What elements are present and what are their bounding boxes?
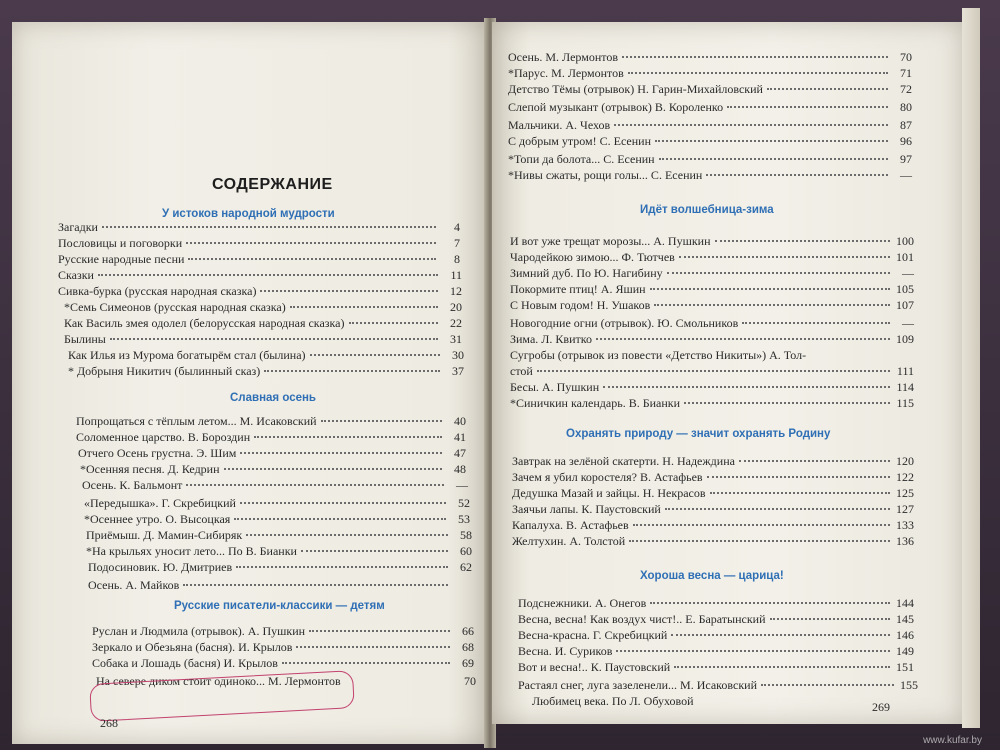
toc-entry: Как Василь змея одолел (белорусская народная сказка) 22 <box>64 316 462 330</box>
toc-entry: *Парус. М. Лермонтов 71 <box>508 66 912 80</box>
toc-entry: *Нивы сжаты, рощи голы... С. Есенин — <box>508 168 912 182</box>
toc-entry: Завтрак на зелёной скатерти. Н. Надеждина 120 <box>512 454 914 468</box>
toc-entry: С добрым утром! С. Есенин 96 <box>508 134 912 148</box>
page-number: 268 <box>100 716 118 730</box>
toc-entry: Весна. И. Суриков 149 <box>518 644 914 658</box>
toc-entry: И вот уже трещат морозы... А. Пушкин 100 <box>510 234 914 248</box>
toc-entry: Растаял снег, луга зазеленели... М. Исаковский 155 <box>518 678 918 692</box>
toc-entry: *Осеннее утро. О. Высоцкая 53 <box>84 512 470 526</box>
toc-entry: Весна-красна. Г. Скребицкий 146 <box>518 628 914 642</box>
toc-entry: Сказки 11 <box>58 268 462 282</box>
right-page <box>492 22 962 724</box>
toc-entry: Осень. К. Бальмонт — <box>82 478 468 492</box>
toc-entry: С Новым годом! Н. Ушаков 107 <box>510 298 914 312</box>
toc-entry: Детство Тёмы (отрывок) Н. Гарин-Михайловский 72 <box>508 82 912 96</box>
toc-entry: Покормите птиц! А. Яшин 105 <box>510 282 914 296</box>
watermark: www.kufar.by <box>923 735 982 746</box>
toc-entry: Былины 31 <box>64 332 462 346</box>
toc-entry: Новогодние огни (отрывок). Ю. Смольников — <box>510 316 914 330</box>
toc-entry: *На крыльях уносит лето... По В. Бианки 60 <box>86 544 472 558</box>
toc-entry: *Семь Симеонов (русская народная сказка) 20 <box>64 300 462 314</box>
toc-entry: стой 111 <box>510 364 914 378</box>
page-edges <box>962 8 980 728</box>
toc-entry: Дедушка Мазай и зайцы. Н. Некрасов 125 <box>512 486 914 500</box>
toc-entry: Попрощаться с тёплым летом... М. Исаковский 40 <box>76 414 466 428</box>
toc-entry: * Добрыня Никитич (былинный сказ) 37 <box>68 364 464 378</box>
toc-entry: Вот и весна!.. К. Паустовский 151 <box>518 660 914 674</box>
toc-entry: Собака и Лошадь (басня) И. Крылов 69 <box>92 656 474 670</box>
toc-entry: Русские народные песни 8 <box>58 252 460 266</box>
section-heading: Хороша весна — царица! <box>640 570 784 582</box>
toc-entry: Весна, весна! Как воздух чист!.. Е. Баратынский 145 <box>518 612 914 626</box>
toc-entry: Как Илья из Мурома богатырём стал (былина) 30 <box>68 348 464 362</box>
toc-entry: Бесы. А. Пушкин 114 <box>510 380 914 394</box>
toc-entry: Сугробы (отрывок из повести «Детство Никиты») А. Тол- <box>510 348 807 362</box>
toc-entry: Желтухин. А. Толстой 136 <box>512 534 914 548</box>
section-heading: Охранять природу — значит охранять Родину <box>566 428 831 440</box>
toc-entry: Зачем я убил коростеля? В. Астафьев 122 <box>512 470 914 484</box>
toc-entry: «Передышка». Г. Скребицкий 52 <box>84 496 470 510</box>
toc-entry: *Топи да болота... С. Есенин 97 <box>508 152 912 166</box>
toc-entry: Заячьи лапы. К. Паустовский 127 <box>512 502 914 516</box>
toc-entry: Чародейкою зимою... Ф. Тютчев 101 <box>510 250 914 264</box>
toc-entry: Зимний дуб. По Ю. Нагибину — <box>510 266 914 280</box>
toc-entry: Любимец века. По Л. Обуховой <box>532 694 694 708</box>
left-page <box>12 22 486 744</box>
toc-entry: *Осенняя песня. Д. Кедрин 48 <box>80 462 466 476</box>
toc-entry: Осень. М. Лермонтов 70 <box>508 50 912 64</box>
toc-entry: Загадки 4 <box>58 220 460 234</box>
toc-entry: Зеркало и Обезьяна (басня). И. Крылов 68 <box>92 640 474 654</box>
toc-entry: Приёмыш. Д. Мамин-Сибиряк 58 <box>86 528 472 542</box>
section-heading: Славная осень <box>230 392 317 404</box>
toc-entry: Пословицы и поговорки 7 <box>58 236 460 250</box>
section-heading: У истоков народной мудрости <box>162 208 335 220</box>
toc-entry: Мальчики. А. Чехов 87 <box>508 118 912 132</box>
toc-entry: Осень. А. Майков <box>88 578 472 594</box>
toc-entry: Руслан и Людмила (отрывок). А. Пушкин 66 <box>92 624 474 638</box>
toc-entry: Сивка-бурка (русская народная сказка) 12 <box>58 284 462 298</box>
toc-entry: Соломенное царство. В. Бороздин 41 <box>76 430 466 444</box>
section-heading: Русские писатели-классики — детям <box>174 600 385 612</box>
toc-entry: *Синичкин календарь. В. Бианки 115 <box>510 396 914 410</box>
toc-entry: Подснежники. А. Онегов 144 <box>518 596 914 610</box>
toc-entry: Зима. Л. Квитко 109 <box>510 332 914 346</box>
toc-title: СОДЕРЖАНИЕ <box>212 176 333 193</box>
toc-entry: На севере диком стоит одиноко... М. Лермонтов 70 <box>96 674 476 688</box>
toc-entry: Слепой музыкант (отрывок) В. Короленко 80 <box>508 100 912 114</box>
toc-entry: Подосиновик. Ю. Дмитриев 62 <box>88 560 472 574</box>
toc-entry: Капалуха. В. Астафьев 133 <box>512 518 914 532</box>
page-number: 269 <box>872 700 890 714</box>
toc-entry: Отчего Осень грустна. Э. Шим 47 <box>78 446 466 460</box>
section-heading: Идёт волшебница-зима <box>640 204 774 216</box>
